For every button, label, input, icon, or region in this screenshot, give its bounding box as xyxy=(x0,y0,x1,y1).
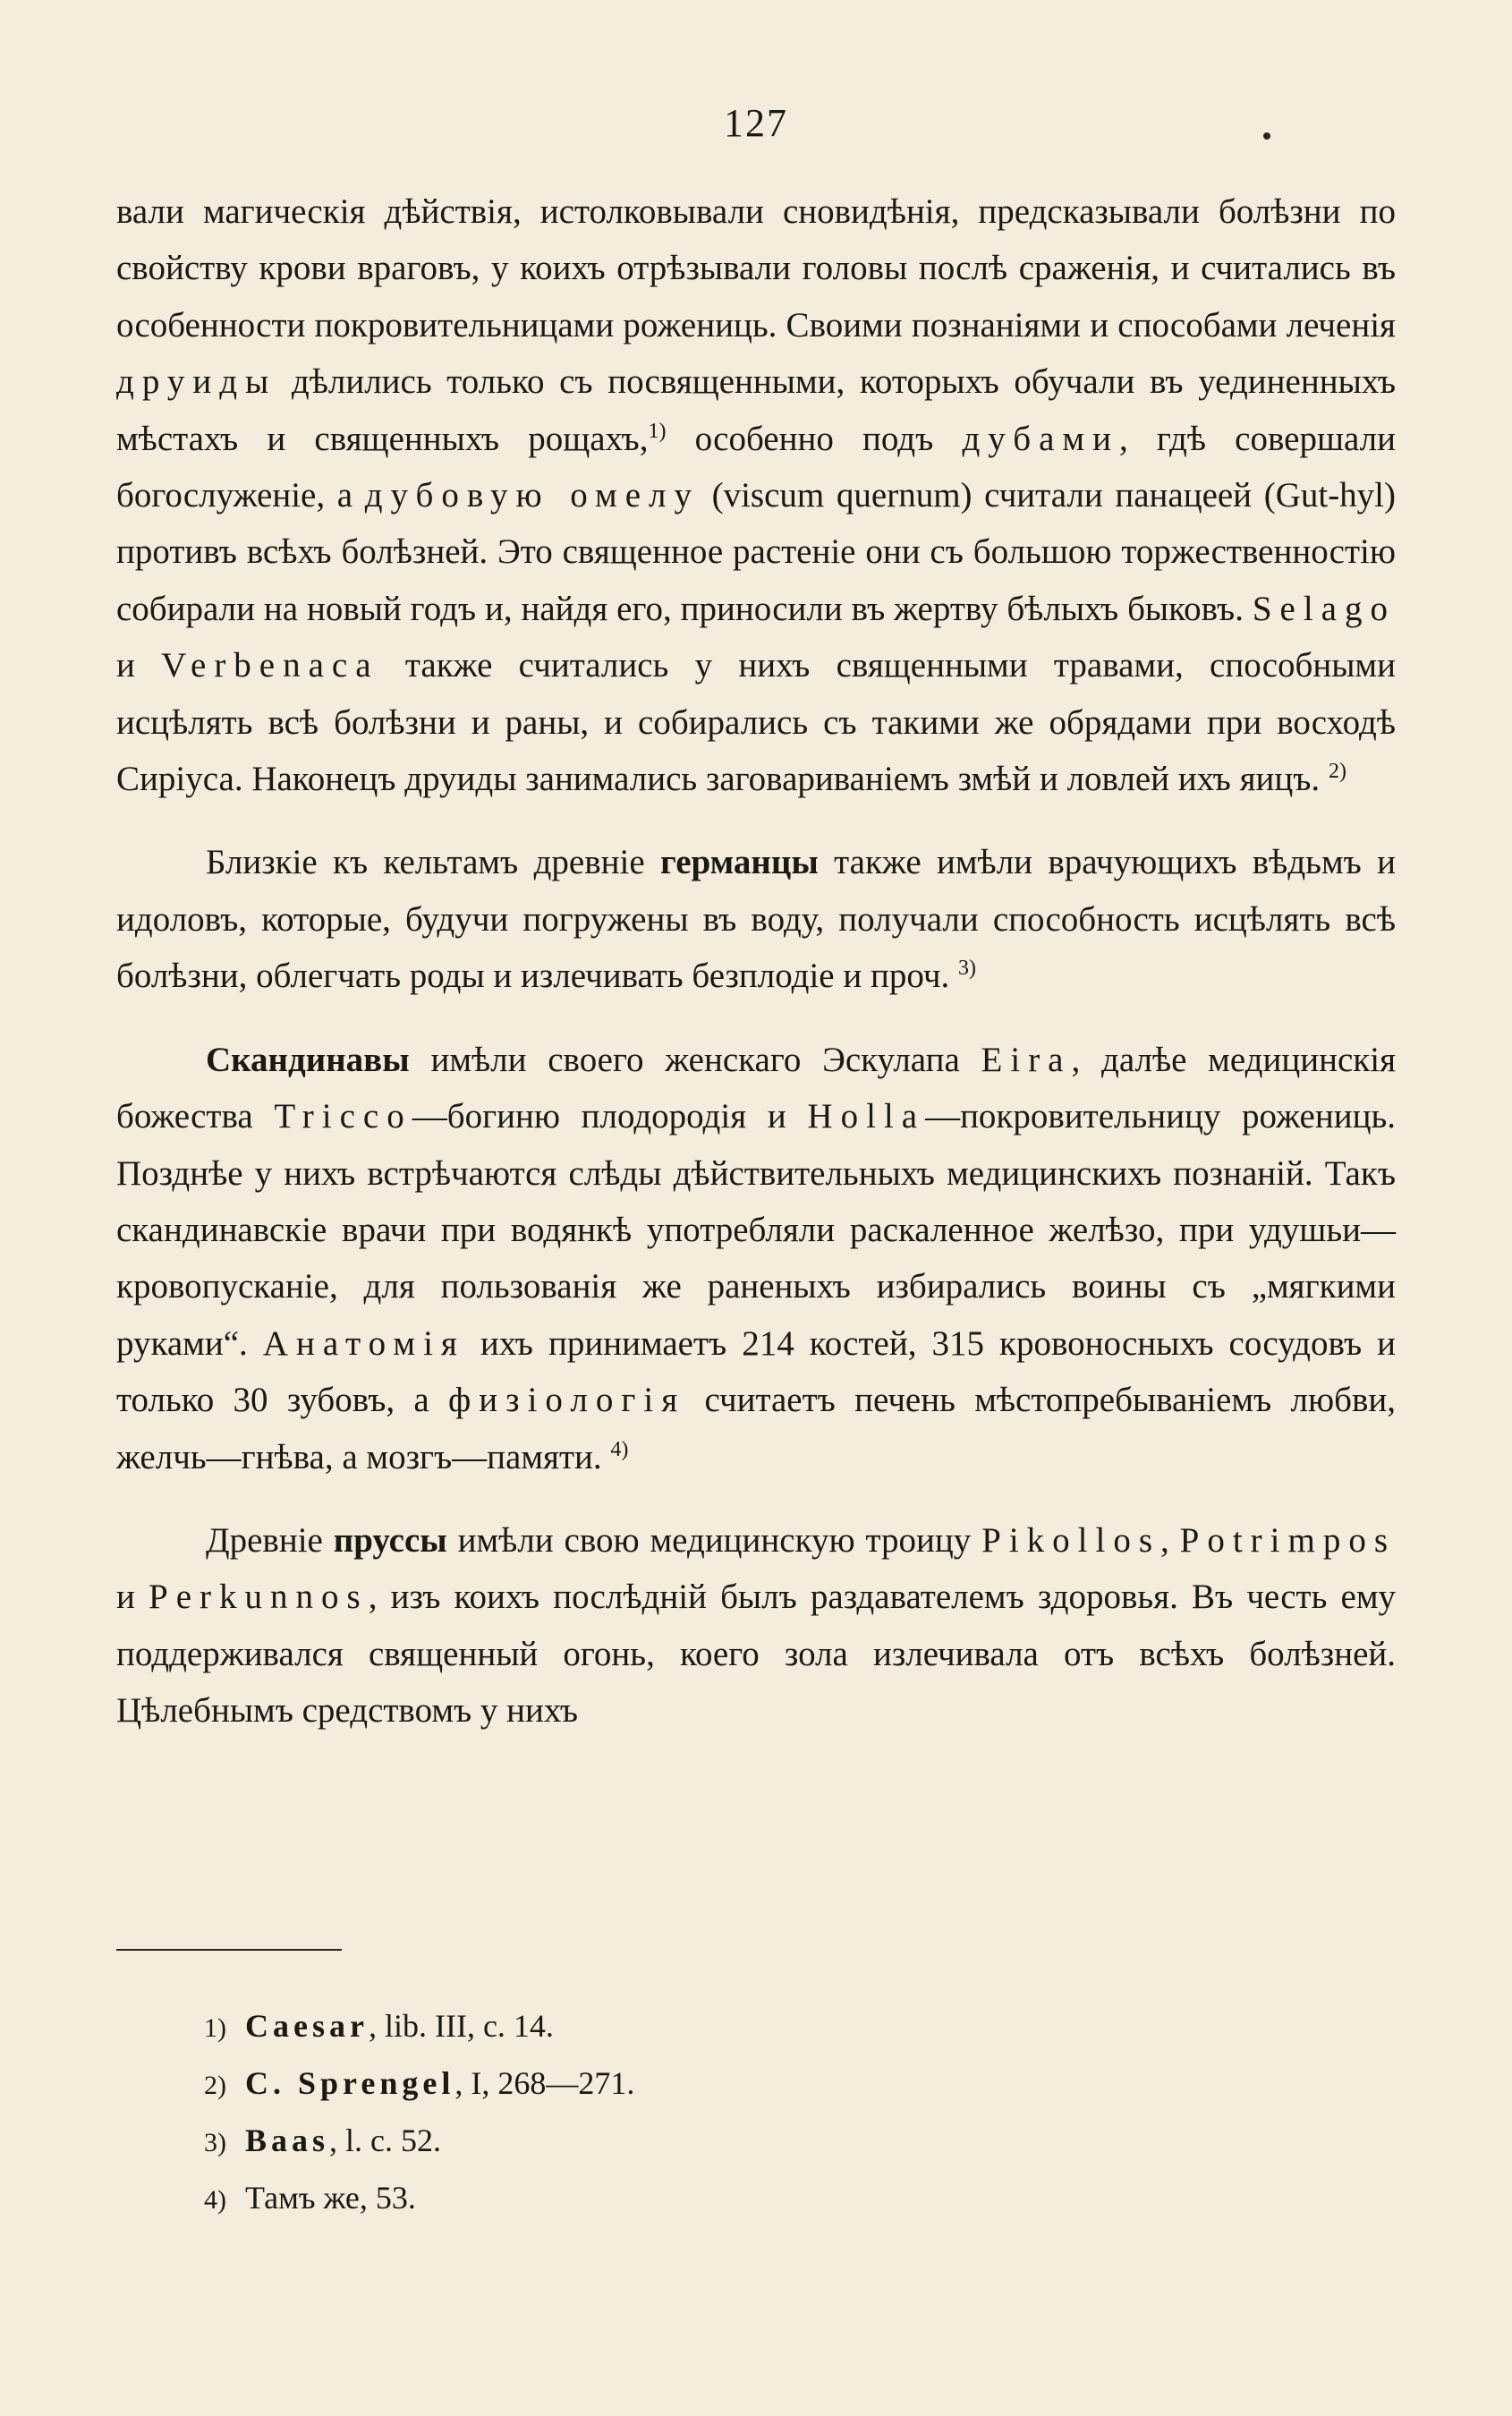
footnote-reference: 2) xyxy=(1328,760,1346,784)
footnote-mark: 1) xyxy=(204,2013,226,2043)
spaced-emphasis: Анатомія xyxy=(262,1323,465,1363)
spaced-emphasis: Potrimpos xyxy=(1179,1520,1397,1560)
footnote xyxy=(204,2112,1009,2169)
footnote xyxy=(204,1997,1009,2054)
footnote xyxy=(204,2169,1009,2226)
footnote-citation: Тамъ же, 53. xyxy=(245,2180,416,2216)
spaced-emphasis: дубовую омелу xyxy=(364,476,700,515)
footnote xyxy=(204,2054,1009,2112)
text-run: особенно подъ xyxy=(666,419,963,458)
footnote-reference: 1) xyxy=(648,419,667,443)
text-run: также считались у нихъ священными травами, способными исцѣлять всѣ болѣзни и раны, и собирались съ такими же обрядами при восходѣ Сиріуса. Наконецъ друиды занимались заговариваніемъ змѣй и ловлей ихъ яицъ. xyxy=(116,646,1396,799)
spaced-emphasis: физіологія xyxy=(448,1381,686,1420)
footnote-author: C. Sprengel xyxy=(245,2065,455,2101)
footnote-reference: 3) xyxy=(957,957,976,981)
text-run: (viscum quernum) считали панацеей (Gut-hyl) противъ всѣхъ болѣзней. Это священное растеніе они съ большою торжественностію собирали на новый годъ и, найдя его, приносили въ жертву бѣлыхъ быковъ. xyxy=(116,476,1396,628)
text-run: —покровительницу рожениць. Позднѣе у нихъ встрѣчаются слѣды дѣйствительныхъ медицинскихъ познаній. Такъ скандинавскіе врачи при водянкѣ употребляли раскаленное желѣзо, при удушьи—кровопусканіе, для пользованія же раненыхъ избирались воины съ „мягкими руками“. xyxy=(116,1097,1396,1363)
footnote-author: Baas xyxy=(245,2123,330,2158)
text-run: Древніе xyxy=(206,1520,334,1560)
footnote-author: Caesar xyxy=(245,2008,369,2044)
ink-dot-mark xyxy=(1263,132,1270,140)
footnotes-block xyxy=(204,1997,1009,2226)
spaced-emphasis: дубами xyxy=(962,419,1119,458)
text-run: —богиню плодородія и xyxy=(412,1097,808,1136)
spaced-emphasis: друиды xyxy=(116,362,277,402)
bold-term: пруссы xyxy=(333,1520,447,1560)
spaced-emphasis: Verbenaca xyxy=(161,646,379,685)
footnote-mark: 2) xyxy=(204,2071,226,2100)
paragraph xyxy=(116,183,1396,807)
main-text-body xyxy=(116,183,1396,1766)
text-run: и xyxy=(116,1578,149,1617)
text-run: имѣли свою медицинскую троицу xyxy=(446,1520,982,1560)
text-run: также имѣли врачующихъ вѣдьмъ и идоловъ, которые, будучи погружены въ воду, получали способность исцѣлять всѣ болѣзни, облегчать роды и излечивать безплодіе и проч. xyxy=(116,843,1397,996)
bold-term: германцы xyxy=(660,843,819,882)
paragraph xyxy=(116,1032,1396,1485)
page-number: 127 xyxy=(724,101,788,145)
text-run: ихъ принимаетъ 214 костей, 315 кровоносныхъ сосудовъ и только 30 зубовъ, а xyxy=(116,1323,1397,1420)
text-run: вали магическія дѣйствія, истолковывали сновидѣнія, предсказывали болѣзни по свойству крови враговъ, у коихъ отрѣзывали головы послѣ сраженія, и считались въ особенности покровительницами рожениць. Своими познаніями и способами леченія xyxy=(116,192,1396,345)
text-run: , xyxy=(1160,1520,1180,1560)
text-run: Близкіе къ кельтамъ древніе xyxy=(206,843,660,882)
footnote-reference: 4) xyxy=(610,1437,629,1461)
text-run: считаетъ печень мѣстопребываніемъ любви, желчь—гнѣва, а мозгъ—памяти. xyxy=(116,1381,1396,1476)
footnote-mark: 3) xyxy=(204,2128,226,2157)
spaced-emphasis: Eira xyxy=(981,1040,1072,1079)
paragraph xyxy=(116,1512,1396,1740)
text-run: , гдѣ совершали богослуженіе, а xyxy=(116,419,1397,515)
spaced-emphasis: Selago xyxy=(1252,589,1396,628)
spaced-emphasis: Holla xyxy=(807,1097,926,1136)
footnote-divider xyxy=(116,1949,342,1951)
footnote-citation: , lib. III, c. 14. xyxy=(368,2008,554,2044)
footnote-citation: , l. c. 52. xyxy=(329,2123,442,2158)
spaced-emphasis: Pikollos xyxy=(981,1520,1161,1560)
footnote-citation: , I, 268—271. xyxy=(454,2065,635,2101)
spaced-emphasis: Perkunnos xyxy=(149,1578,369,1617)
paragraph xyxy=(116,834,1396,1004)
footnote-mark: 4) xyxy=(204,2185,226,2215)
text-run: имѣли своего женскаго Эскулапа xyxy=(409,1040,981,1079)
text-run: дѣлились только съ посвященными, которыхъ обучали въ уединенныхъ мѣстахъ и священныхъ рощахъ, xyxy=(116,362,1396,458)
spaced-emphasis: Tricco xyxy=(274,1097,412,1136)
text-run: и xyxy=(116,646,162,685)
text-run: , далѣе медицинскія божества xyxy=(116,1040,1397,1136)
text-run: , изъ коихъ послѣдній былъ раздавателемъ здоровья. Въ честь ему поддерживался священный огонь, коего зола излечивала отъ всѣхъ болѣзней. Цѣлебнымъ средствомъ у нихъ xyxy=(116,1578,1397,1731)
bold-term: Скандинавы xyxy=(206,1040,410,1079)
